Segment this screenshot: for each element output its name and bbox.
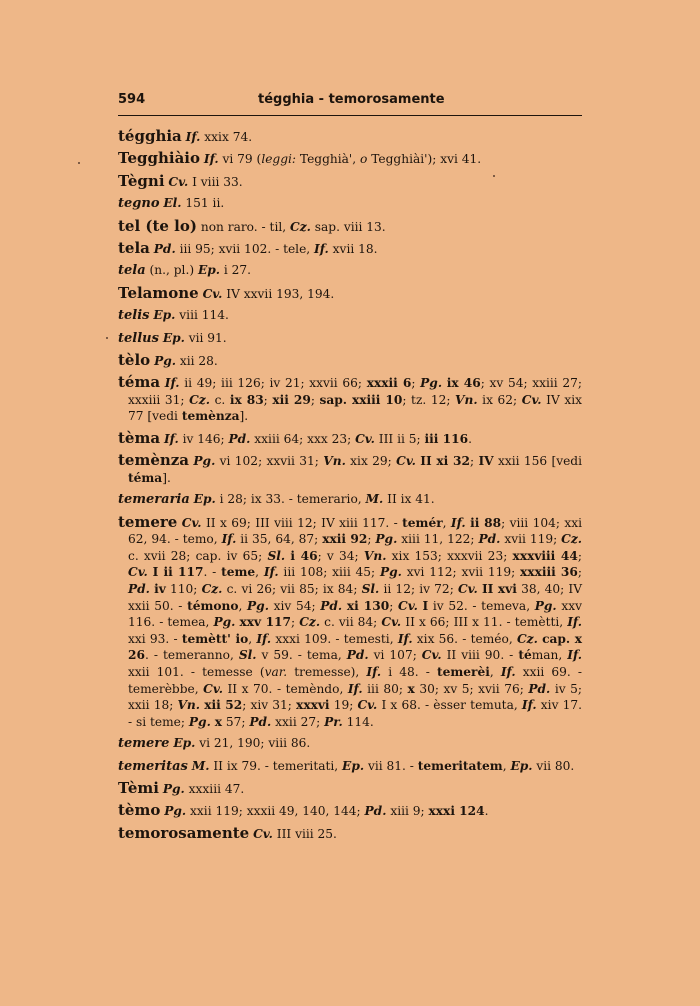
dictionary-entry — [118, 330, 582, 348]
dictionary-entry — [118, 150, 582, 168]
entry-references: If. vi 79 (leggi: Tegghià', o Tegghiài'); xvi 41. — [203, 152, 482, 167]
entry-headword: telis — [118, 308, 150, 324]
entry-headword: tèlo — [118, 350, 151, 369]
entry-references: Pg. vi 102; xxvii 31; Vn. xix 29; Cv. II xi 32; IV xxii 156 [vedi téma]. — [128, 454, 583, 485]
dictionary-entries — [118, 128, 582, 847]
entry-references: (n., pl.) Ep. i 27. — [149, 263, 252, 278]
dictionary-entry — [118, 452, 582, 486]
entry-headword: tèma — [118, 428, 161, 447]
entry-headword: tela — [118, 238, 150, 257]
entry-headword: Tegghiàio — [118, 149, 200, 168]
dictionary-entry — [118, 128, 582, 146]
dictionary-entry — [118, 491, 582, 509]
dictionary-entry — [118, 352, 582, 370]
entry-references: Ep. i 28; ix 33. - temerario, M. II ix 41. — [193, 492, 435, 507]
entry-references: Cv. II x 69; III viii 12; IV xiii 117. - temér, If. ii 88; viii 104; xxi 62, 94. - temo, If. ii 35, 64, 87; xxii 92; Pg. xiii 11, 122; Pd. xvii 119; Cz. c. xvii 28; cap. iv 65; Sl. i 46; v 34; Vn. xix 153; xxxvii 23; xxxviii 44; Cv. I ii 117. - teme, If. iii 108; xiii 45; Pg. xvi 112; xvii 119; xxxiii 36; Pd. iv 110; Cz. c. vi 26; vii 85; ix 84; Sl. ii 12; iv 72; Cv. II xvi 38, 40; IV xxii 50. - témono, Pg. xiv 54; Pd. xi 130; Cv. I iv 52. - temeva, Pg. xxv 116. - temea, Pg. xxv 117; Cz. c. vii 84; Cv. II x 66; III x 11. - temètti, If. xxi 93. - temètt' io, If. xxxi 109. - temesti, If. xix 56. - teméo, Cz. cap. x 26. - temeranno, Sl. v 59. - tema, Pd. vi 107; Cv. II viii 90. - téman, If. xxii 101. - temesse (var. tremesse), If. i 48. - temerèi, If. xxii 69. - temerèbbe, Cv. II x 70. - temèndo, If. iii 80; x 30; xv 5; xvii 76; Pd. iv 5; xxii 18; Vn. xii 52; xiv 31; xxxvi 19; Cv. I x 68. - èsser temuta, If. xiv 17. - si teme; Pg. x 57; Pd. xxii 27; Pr. 114. — [128, 515, 583, 729]
dictionary-entry — [118, 173, 582, 191]
entry-headword: tegno — [118, 196, 160, 212]
entry-references: Cv. IV xxvii 193, 194. — [202, 286, 335, 301]
dictionary-entry — [118, 825, 582, 843]
entry-headword: tégghia — [118, 127, 182, 145]
dictionary-entry — [118, 514, 582, 731]
entry-references: If. xxix 74. — [185, 130, 253, 144]
entry-headword: téma — [118, 373, 161, 392]
entry-headword: temere — [118, 736, 170, 752]
entry-headword: tèmo — [118, 801, 161, 820]
entry-references: El. 151 ii. — [163, 196, 225, 211]
dictionary-entry — [118, 262, 582, 280]
entry-headword: tel (te lo) — [118, 216, 197, 235]
stray-dot — [106, 337, 108, 339]
entry-references: M. II ix 79. - temeritati, Ep. vii 81. - temeritatem, Ep. vii 80. — [191, 758, 575, 773]
entry-references: Ep. vi 21, 190; viii 86. — [173, 736, 311, 751]
entry-headword: Telamone — [118, 283, 199, 302]
dictionary-entry — [118, 430, 582, 448]
entry-headword: temeritas — [118, 758, 188, 774]
entry-headword: temere — [118, 512, 178, 531]
running-title: tégghia - temorosamente — [258, 92, 445, 107]
entry-headword: temènza — [118, 451, 190, 470]
dictionary-entry — [118, 240, 582, 258]
entry-references: Pg. xii 28. — [154, 353, 218, 368]
dictionary-entry — [118, 780, 582, 798]
page-number: 594 — [118, 92, 146, 107]
header-rule — [118, 115, 582, 116]
entry-references: Pg. xxii 119; xxxii 49, 140, 144; Pd. xiii 9; xxxi 124. — [164, 804, 489, 819]
entry-references: If. iv 146; Pd. xxiii 64; xxx 23; Cv. III ii 5; iii 116. — [163, 431, 472, 446]
entry-references: non raro. - til, Cz. sap. viii 13. — [200, 219, 386, 234]
entry-references: Ep. vii 91. — [162, 330, 227, 345]
entry-references: Cv. I viii 33. — [168, 174, 243, 189]
dictionary-entry — [118, 218, 582, 236]
running-header — [118, 90, 582, 112]
dictionary-entry — [118, 195, 582, 213]
dictionary-entry — [118, 735, 582, 753]
dictionary-entry — [118, 307, 582, 325]
entry-references: Ep. viii 114. — [153, 308, 229, 323]
entry-headword: temeraria — [118, 492, 190, 508]
dictionary-entry — [118, 758, 582, 776]
entry-references: Pd. iii 95; xvii 102. - tele, If. xvii 18. — [153, 241, 378, 256]
entry-references: If. ii 49; iii 126; iv 21; xxvii 66; xxxii 6; Pg. ix 46; xv 54; xxiii 27; xxxiii 31; Cz. c. ix 83; xii 29; sap. xxiii 10; tz. 12; Vn. ix 62; Cv. IV xix 77 [vedi temènza]. — [128, 376, 583, 424]
entry-headword: tela — [118, 263, 146, 279]
stray-dot — [78, 162, 80, 164]
entry-headword: Tèmi — [118, 778, 159, 797]
entry-references: Cv. III viii 25. — [253, 826, 337, 841]
entry-headword: tellus — [118, 330, 159, 346]
dictionary-entry — [118, 285, 582, 303]
entry-references: Pg. xxxiii 47. — [162, 781, 245, 796]
entry-headword: Tègni — [118, 171, 165, 190]
dictionary-entry — [118, 802, 582, 820]
entry-headword: temorosamente — [118, 823, 250, 842]
dictionary-entry — [118, 374, 582, 425]
